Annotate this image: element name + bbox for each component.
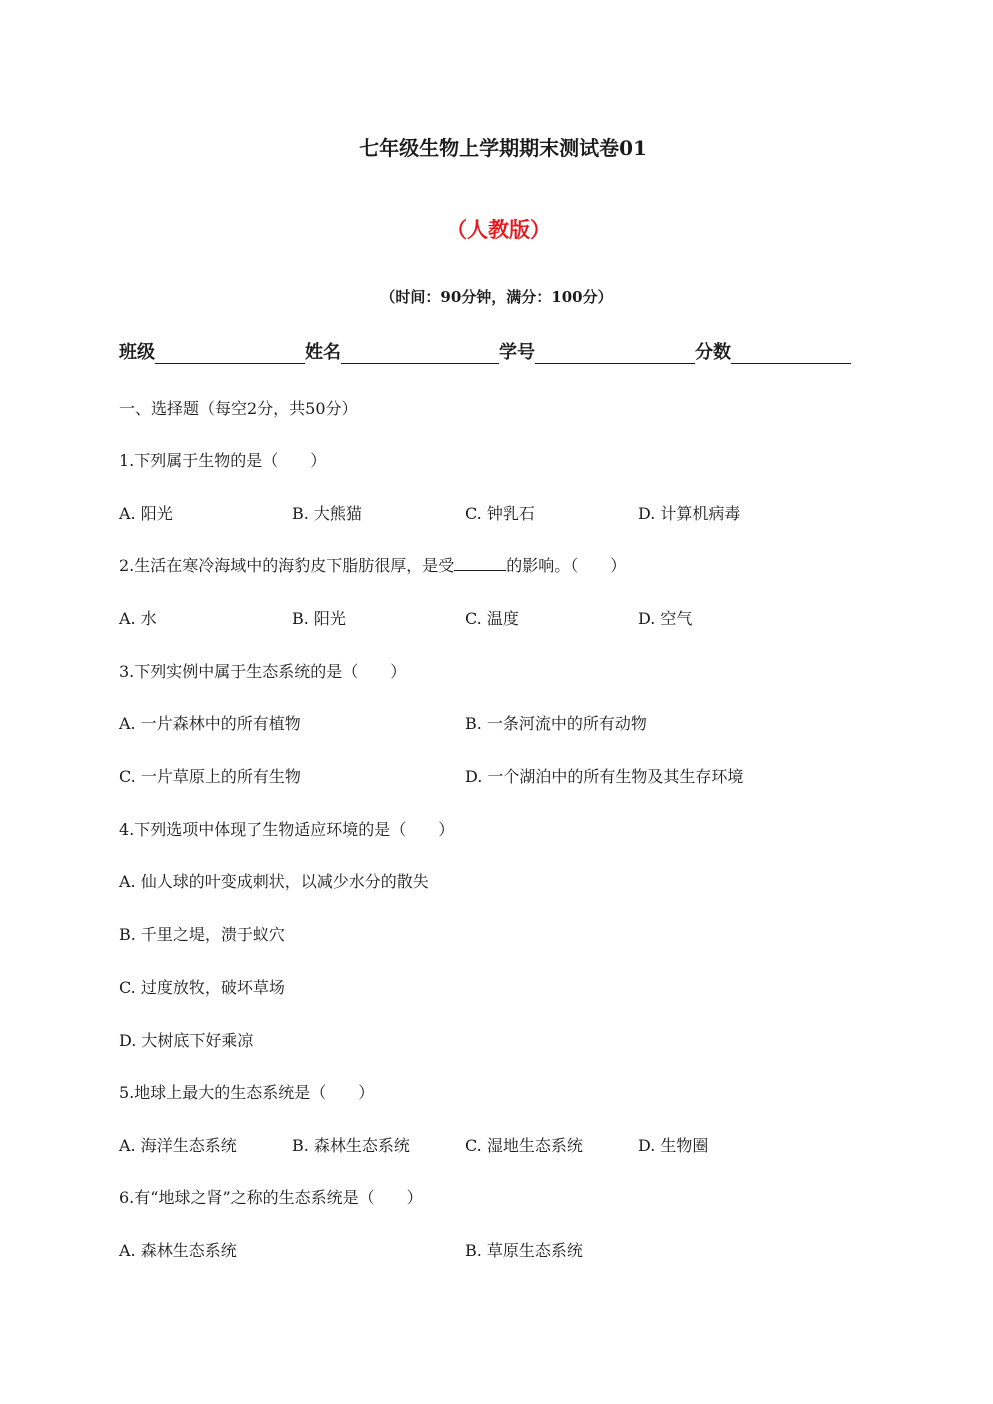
option-d: D. 计算机病毒 [638,504,741,523]
fill-blank [454,556,506,571]
question-stem [119,553,626,576]
time-info: （时间：90分钟，满分：100分） [380,288,613,306]
option-a: A. 阳光 [119,504,173,523]
question-stem: 6.有“地球之肾”之称的生态系统是（ ） [119,1188,423,1207]
name-label: 姓名 [305,342,341,363]
option-b: B. 一条河流中的所有动物 [465,714,647,733]
option-c: C. 温度 [465,609,519,628]
option-b: B. 草原生态系统 [465,1241,583,1260]
class-blank[interactable] [155,343,305,364]
question-stem: 4.下列选项中体现了生物适应环境的是（ ） [119,820,455,839]
option-a: A. 一片森林中的所有植物 [119,714,301,733]
option-d: D. 空气 [638,609,693,628]
option-c: C. 钟乳石 [465,504,535,523]
option-d: D. 一个湖泊中的所有生物及其生存环境 [465,767,744,786]
option-b: B. 阳光 [292,609,346,628]
option-a: A. 仙人球的叶变成刺状，以减少水分的散失 [119,872,429,891]
page-title: 七年级生物上学期期末测试卷01 [359,136,647,160]
option-b: B. 千里之堤，溃于蚁穴 [119,925,285,944]
score-label: 分数 [695,342,731,363]
option-a: A. 海洋生态系统 [119,1136,237,1155]
stem-part-before: 2.生活在寒冷海域中的海豹皮下脂肪很厚，是受 [119,556,455,575]
edition-label: （人教版） [446,217,551,242]
student-id-blank[interactable] [535,343,695,364]
option-d: D. 大树底下好乘凉 [119,1031,254,1050]
option-b: B. 大熊猫 [292,504,362,523]
question-stem: 3.下列实例中属于生态系统的是（ ） [119,662,407,681]
name-blank[interactable] [341,343,499,364]
class-label: 班级 [119,342,155,363]
option-c: C. 过度放牧，破坏草场 [119,978,285,997]
score-blank[interactable] [731,343,851,364]
section-heading: 一、选择题（每空2分，共50分） [119,399,358,418]
option-c: C. 一片草原上的所有生物 [119,767,301,786]
option-b: B. 森林生态系统 [292,1136,410,1155]
option-d: D. 生物圈 [638,1136,709,1155]
student-info-row [119,338,851,364]
student-id-label: 学号 [499,342,535,363]
question-stem: 1.下列属于生物的是（ ） [119,451,327,470]
option-c: C. 湿地生态系统 [465,1136,583,1155]
option-a: A. 森林生态系统 [119,1241,237,1260]
option-a: A. 水 [119,609,157,628]
stem-part-after: 的影响。（ ） [506,556,627,575]
question-stem: 5.地球上最大的生态系统是（ ） [119,1083,375,1102]
